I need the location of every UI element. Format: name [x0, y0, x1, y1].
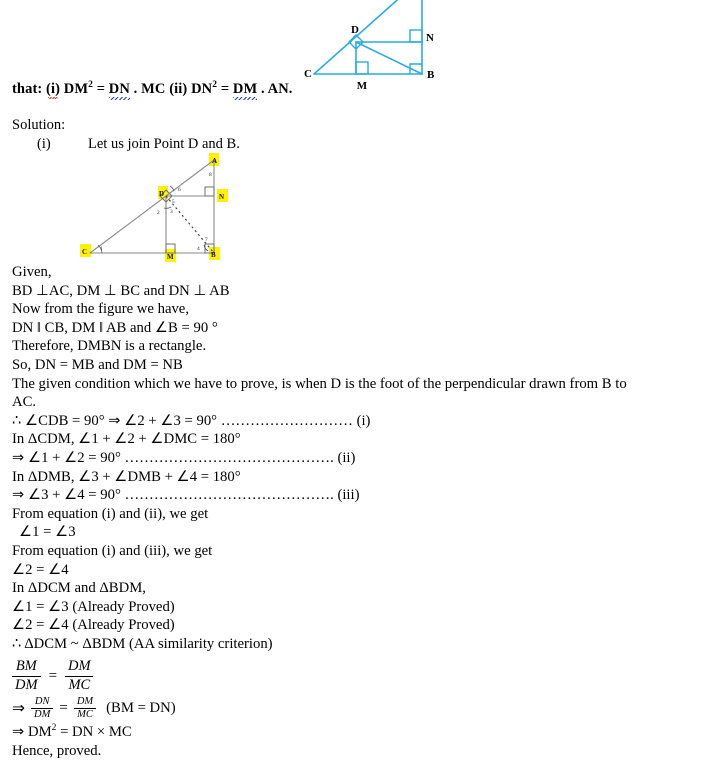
fraction-dm-over-mc	[65, 658, 94, 694]
solution-item-marker: (i)	[37, 136, 51, 152]
proof-line: In ΔDCM and ΔBDM,	[12, 580, 146, 597]
mid-angle-8: 8	[209, 172, 212, 178]
heading-mc: MC	[141, 80, 170, 97]
proof-line: ∴ ΔDCM ~ ΔBDM (AA similarity criterion)	[12, 635, 273, 652]
top-figure-label-M: M	[356, 80, 368, 92]
heading-prefix: that:	[12, 80, 47, 97]
proof-line: AC.	[12, 394, 37, 411]
top-geometry-figure	[300, 0, 460, 92]
top-figure-label-N: N	[426, 32, 434, 44]
fraction-numerator: BM	[15, 658, 37, 674]
mid-right-angle-n	[205, 187, 214, 196]
proof-line: ⇒ ∠3 + ∠4 = 90° ……………………………………. (iii)	[12, 487, 360, 504]
heading-dn-2: DN	[187, 80, 213, 97]
fraction-numerator: DN	[34, 696, 50, 707]
mid-label-D: D	[159, 190, 165, 198]
proof-line: Given,	[12, 264, 52, 280]
final-rhs: = DN × MC	[56, 724, 132, 740]
fraction-numerator: DM	[68, 658, 91, 674]
mid-angle-3: 3	[170, 209, 173, 215]
right-angle-m	[356, 62, 368, 74]
proof-line: From equation (i) and (ii), we get	[12, 505, 209, 522]
mid-line-ca	[90, 160, 214, 253]
heading-an: AN.	[267, 80, 293, 97]
proof-line: DN ‖ CB, DM ‖ AB and ∠B = 90 °	[12, 319, 218, 336]
conclusion-block	[12, 655, 176, 760]
equals-sign: =	[59, 699, 68, 716]
proof-line: ⇒ ∠1 + ∠2 = 90° ……………………………………. (ii)	[12, 449, 356, 466]
heading-dm-2: DM	[232, 80, 258, 97]
mid-angle-7: 7	[205, 237, 208, 243]
heading-dn: DN	[108, 80, 130, 97]
heading-dn-exponent: 2	[212, 80, 218, 90]
proof-line: In ΔDMB, ∠3 + ∠DMB + ∠4 = 180°	[12, 468, 241, 485]
top-figure-label-D: D	[351, 24, 359, 36]
fraction-bm-over-dm	[12, 658, 41, 694]
solution-label: Solution:	[12, 117, 66, 133]
heading-part-i-marker: (i)	[46, 80, 61, 97]
heading-line	[12, 80, 293, 98]
top-figure-label-C: C	[304, 68, 312, 80]
heading-eq-2: =	[217, 80, 233, 97]
substitution-note: (BM = DN)	[106, 699, 176, 716]
proof-line: Now from the figure we have,	[12, 301, 190, 318]
proof-line: BD ⊥AC, DM ⊥ BC and DN ⊥ AB	[12, 282, 230, 299]
proof-line: ∠1 = ∠3	[19, 524, 76, 541]
equals-sign: =	[48, 667, 58, 684]
fraction-dn-over-dm	[31, 696, 53, 720]
mid-angle-5: 5	[172, 199, 175, 205]
proof-line: From equation (i) and (iii), we get	[12, 542, 213, 559]
mid-angle-6: 6	[178, 187, 181, 193]
proof-line: The given condition which we have to prove, is when D is the foot of the perpendicular drawn from B to	[12, 375, 627, 392]
mid-angle-2: 2	[157, 210, 160, 216]
final-lhs: DM	[27, 724, 52, 740]
right-angle-n	[410, 30, 422, 42]
mid-angle-1: 1	[100, 246, 103, 252]
final-exponent: 2	[51, 723, 57, 734]
mid-geometry-figure	[78, 150, 243, 262]
implies-arrow: ⇒	[12, 724, 25, 740]
implies-arrow: ⇒	[12, 699, 25, 717]
fraction-denominator: DM	[12, 676, 41, 694]
line-db	[356, 42, 422, 74]
mid-label-B: B	[211, 251, 216, 259]
fraction-denominator: MC	[65, 676, 93, 694]
mid-angle-4: 4	[197, 246, 200, 252]
heading-eq-1: =	[92, 80, 109, 97]
fraction-numerator: DM	[76, 696, 94, 707]
heading-dot-2: .	[257, 80, 268, 97]
proof-line: ∴ ∠CDB = 90° ⇒ ∠2 + ∠3 = 90° ……………………… (i)	[12, 412, 371, 429]
proportion-row-2	[12, 696, 176, 720]
heading-dm-exponent: 2	[88, 80, 93, 90]
mid-label-M: M	[167, 253, 174, 261]
fraction-denominator: DM	[31, 708, 53, 720]
final-equation-line	[12, 723, 176, 741]
fraction-dm-over-mc-2	[74, 696, 96, 720]
proof-line: ∠1 = ∠3 (Already Proved)	[12, 598, 175, 615]
heading-part-ii-marker: (ii)	[169, 80, 188, 97]
mid-label-N: N	[219, 193, 225, 201]
mid-label-A: A	[212, 157, 218, 165]
proof-text-block	[12, 263, 627, 653]
heading-dot-1: .	[129, 80, 142, 97]
top-figure-label-B: B	[427, 69, 435, 81]
proof-line: In ΔCDM, ∠1 + ∠2 + ∠DMC = 180°	[12, 431, 241, 448]
proportion-row-1	[12, 658, 176, 694]
fraction-denominator: MC	[74, 708, 96, 720]
proof-line: ∠2 = ∠4 (Already Proved)	[12, 617, 175, 634]
heading-dm: DM	[60, 80, 89, 97]
hence-proved-line: Hence, proved.	[12, 743, 102, 759]
proof-line: Therefore, DMBN is a rectangle.	[12, 338, 207, 355]
mid-label-C: C	[82, 248, 88, 256]
proof-line: So, DN = MB and DM = NB	[12, 356, 183, 373]
solution-item-text: Let us join Point D and B.	[88, 136, 240, 152]
proof-line: ∠2 = ∠4	[12, 561, 69, 578]
